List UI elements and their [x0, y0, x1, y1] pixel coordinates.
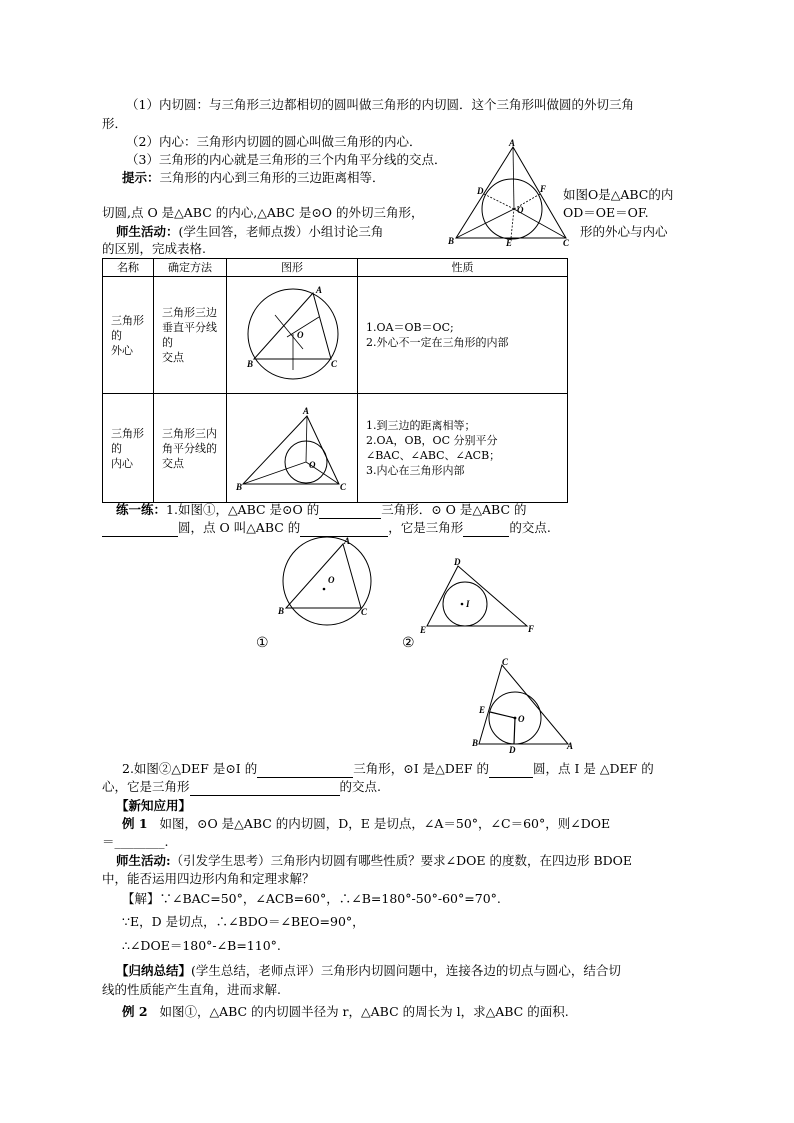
circ-label-A: A [316, 285, 323, 295]
figure-3 [472, 656, 582, 754]
tip-right: 如图O是△ABC的内 [563, 187, 674, 202]
summary-line: 【归纳总结】(学生总结，老师点评）三角形内切圆问题中，连接各边的切点与圆心，结合切 [116, 963, 621, 978]
intro-line-1b: 形． [102, 116, 128, 131]
figure-2 [420, 556, 544, 634]
activity-label: 师生活动： [116, 224, 179, 239]
circ-label-C: C [331, 359, 338, 369]
fig2-label-I: I [466, 599, 470, 609]
row2-figure [227, 394, 358, 503]
answer-blank[interactable] [102, 522, 178, 537]
table-row [103, 277, 568, 394]
tip-right-2: OD＝OE＝OF. [563, 205, 649, 220]
inc-label-O: O [309, 460, 316, 470]
practice-label: 练一练： [116, 502, 167, 517]
row1-figure [227, 277, 358, 394]
application-heading: 【新知应用】 [116, 798, 192, 813]
tip-text: 三角形的内心到三角形的三边距离相等． [159, 170, 385, 185]
inc-label-A: A [303, 406, 310, 416]
figure-2-caption: ② [402, 635, 415, 651]
fig2-label-E: E [420, 625, 427, 634]
answer-blank[interactable] [463, 522, 509, 537]
row2-props: 1.到三边的距离相等； 2.OA，OB，OC 分别平分 ∠BAC、∠ABC、∠ACB； 3.内心在三角形内部 [358, 394, 568, 503]
tip-line [122, 169, 385, 187]
example-2-line: 例 2 如图①，△ABC 的内切圆半径为 r，△ABC 的周长为 l，求△ABC 的面积. [122, 1004, 569, 1019]
circ-label-B: B [247, 359, 254, 369]
practice-q2-line-2: 心，它是三角形 的交点. [102, 779, 381, 794]
practice-line-2: 圆，点 O 叫△ABC 的 ，它是三角形 的交点. [102, 519, 551, 537]
answer-blank[interactable] [319, 504, 381, 519]
practice-q2-line-1: 2.如图②△DEF 是⊙I 的 三角形，⊙I 是△DEF 的 圆，点 I 是 △DEF 的 [122, 761, 654, 776]
activity-text: (学生回答，老师点拨）小组讨论三角 [178, 224, 384, 239]
circumcenter-figure [227, 277, 357, 389]
comparison-table [102, 258, 568, 503]
fig1-label-O: O [328, 575, 335, 585]
fig3-label-E: E [479, 705, 486, 715]
label-A: A [509, 138, 516, 148]
figure-1 [274, 536, 386, 636]
label-D: D [477, 186, 484, 196]
answer-blank[interactable] [190, 781, 340, 796]
incenter-figure [227, 394, 357, 498]
circ-label-O: O [297, 330, 304, 340]
intro-line-3: （3）三角形的内心就是三角形的三个内角平分线的交点． [126, 152, 447, 167]
activity-line [116, 223, 383, 241]
practice-line-1: 练一练：1.如图①，△ABC 是⊙O 的 三角形．⊙ O 是△ABC 的 [116, 502, 527, 517]
fig1-label-C: C [361, 607, 368, 617]
fig3-label-D: D [509, 745, 516, 754]
solution-line-2: ∵E，D 是切点，∴∠BDO＝∠BEO=90°， [122, 914, 365, 929]
example-1-tail: ＝________. [102, 834, 169, 849]
activity-right: 形的外心与内心 [580, 224, 668, 239]
intro-line-2: （2）内心：三角形内切圆的圆心叫做三角形的内心． [126, 134, 422, 149]
inc-label-B: B [236, 482, 243, 492]
header-method: 确定方法 [154, 259, 227, 277]
row1-props: 1.OA＝OB＝OC; 2.外心不一定在三角形的内部 [358, 277, 568, 394]
answer-blank[interactable] [300, 522, 388, 537]
figure-1-caption: ① [256, 635, 269, 651]
row2-name: 三角形的 内心 [103, 394, 154, 503]
tip-line-2: 切圆,点 O 是△ABC 的内心,△ABC 是⊙O 的外切三角形， [102, 205, 424, 220]
fig2-label-F: F [528, 624, 535, 634]
header-name: 名称 [103, 259, 154, 277]
example-1-line: 例 1 如图，⊙O 是△ABC 的内切圆，D，E 是切点，∠A＝50°，∠C＝60°，则∠DOE [122, 816, 611, 831]
label-C: C [563, 238, 570, 248]
table-row [103, 394, 568, 503]
incircle-figure [448, 138, 578, 248]
fig3-label-A: A [567, 741, 574, 751]
header-figure: 图形 [227, 259, 358, 277]
row1-name: 三角形的 外心 [103, 277, 154, 394]
fig3-label-O: O [518, 714, 525, 724]
row2-method: 三角形三内 角平分线的 交点 [154, 394, 227, 503]
label-B: B [448, 236, 455, 246]
summary-line-2: 线的性质能产生直角，进而求解. [102, 982, 281, 997]
application-activity-line-2: 中，能否运用四边形内角和定理求解？ [102, 871, 315, 886]
fig2-label-D: D [454, 557, 461, 567]
intro-line-1: （1）内切圆：与三角形三边都相切的圆叫做三角形的内切圆．这个三角形叫做圆的外切三角 [126, 97, 634, 112]
fig1-label-A: A [344, 536, 351, 546]
answer-blank[interactable] [257, 763, 353, 778]
tip-label: 提示： [122, 170, 160, 185]
inc-label-C: C [340, 482, 347, 492]
activity-line-2: 的区别，完成表格. [102, 241, 206, 256]
solution-line-3: ∴∠DOE＝180°-∠B=110°. [122, 938, 281, 953]
label-F: F [540, 184, 547, 194]
fig3-label-B: B [472, 738, 479, 748]
fig1-label-B: B [278, 606, 285, 616]
answer-blank[interactable] [489, 763, 533, 778]
table-header-row [103, 259, 568, 277]
row1-method: 三角形三边 垂直平分线的 交点 [154, 277, 227, 394]
fig3-label-C: C [502, 657, 509, 667]
label-O: O [517, 205, 524, 215]
solution-line-1: 【解】∵∠BAC=50°，∠ACB=60°，∴∠B=180°-50°-60°=70°. [122, 891, 501, 906]
header-property: 性质 [358, 259, 568, 277]
application-activity-line: 师生活动:（引发学生思考）三角形内切圆有哪些性质？要求∠DOE 的度数，在四边形 BDOE [116, 853, 633, 868]
label-E: E [506, 238, 513, 248]
